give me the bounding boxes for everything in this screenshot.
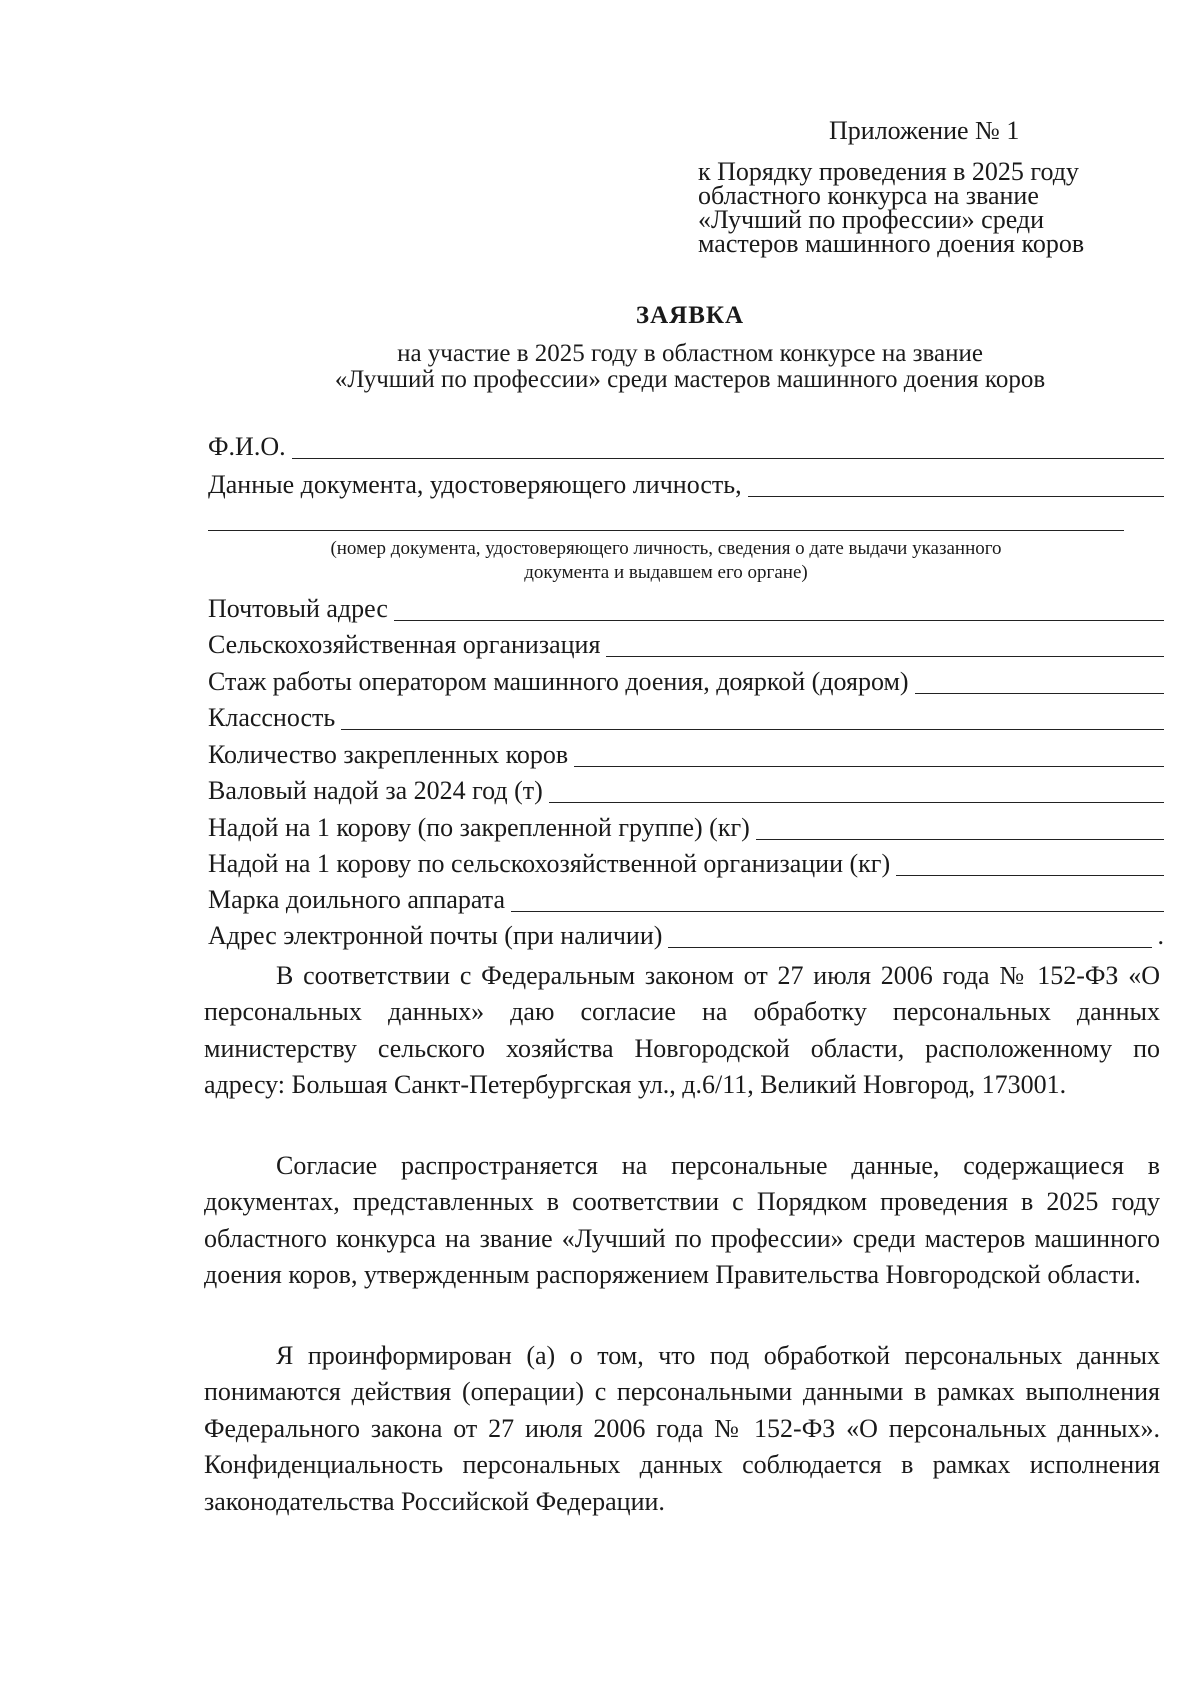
id-hint: документа и выдавшем его органе) xyxy=(524,562,808,583)
information-paragraph xyxy=(204,1338,1160,1520)
id-document-blank[interactable] xyxy=(748,472,1164,497)
gross-yield-label: Валовый надой за 2024 год (т) xyxy=(208,776,543,805)
document-subtitle: «Лучший по профессии» среди мастеров машинного доения коров xyxy=(334,366,1046,393)
yield-per-cow-org-label: Надой на 1 корову по сельскохозяйственной организации (кг) xyxy=(208,849,891,878)
yield-per-cow-group-label: Надой на 1 корову (по закрепленной группе) (кг) xyxy=(208,813,750,842)
fio-blank[interactable] xyxy=(292,434,1164,459)
yield-per-cow-group-field xyxy=(208,813,1164,843)
cows-assigned-label: Количество закрепленных коров xyxy=(208,740,569,769)
appendix-line: областного конкурса на звание xyxy=(698,181,1039,210)
milking-machine-label: Марка доильного аппарата xyxy=(208,885,505,914)
postal-address-label: Почтовый адрес xyxy=(208,594,388,623)
class-level-field xyxy=(208,703,1164,733)
milking-machine-blank[interactable] xyxy=(511,887,1164,912)
class-level-blank[interactable] xyxy=(341,705,1164,730)
fio-field xyxy=(208,432,1164,462)
email-label: Адрес электронной почты (при наличии) xyxy=(208,921,663,950)
id-document-label: Данные документа, удостоверяющего личность, xyxy=(208,470,742,499)
scope-paragraph xyxy=(204,1148,1160,1294)
postal-address-blank[interactable] xyxy=(394,596,1164,621)
experience-label: Стаж работы оператором машинного доения, дояркой (дояром) xyxy=(208,667,909,696)
id-hint: (номер документа, удостоверяющего личность, сведения о дате выдачи указанного xyxy=(330,538,1002,559)
agri-org-label: Сельскохозяйственная организация xyxy=(208,630,601,659)
id-document-field xyxy=(208,470,1164,500)
milking-machine-field xyxy=(208,885,1164,915)
agri-org-field xyxy=(208,630,1164,660)
class-level-label: Классность xyxy=(208,703,336,732)
id-document-blank-line[interactable] xyxy=(208,530,1124,531)
experience-field xyxy=(208,667,1164,697)
appendix-line: «Лучший по профессии» среди xyxy=(698,205,1045,234)
document-title: ЗАЯВКА xyxy=(635,302,745,329)
consent-text: В соответствии с Федеральным законом от 27 июля 2006 года № 152-ФЗ «О персональных данных» даю согласие на обработку персональных данных министерству сельского хозяйства Новгородской области, расположенному по адресу: Большая Санкт-Петербургская ул., д.6/11, Великий Новгород, 173001. xyxy=(204,961,1160,1100)
consent-paragraph xyxy=(204,958,1160,1104)
appendix-line: к Порядку проведения в 2025 году xyxy=(698,157,1079,186)
email-tail: . xyxy=(1157,921,1164,950)
email-field xyxy=(208,921,1164,951)
experience-blank[interactable] xyxy=(915,669,1164,694)
cows-assigned-field xyxy=(208,740,1164,770)
fio-label: Ф.И.О. xyxy=(208,432,286,461)
gross-yield-field xyxy=(208,776,1164,806)
cows-assigned-blank[interactable] xyxy=(574,742,1164,767)
appendix-line: мастеров машинного доения коров xyxy=(698,229,1085,258)
scope-text: Согласие распространяется на персональные данные, содержащиеся в документах, представленных в соответствии с Порядком проведения в 2025 году областного конкурса на звание «Лучший по профессии» среди мастеров машинного доения коров, утвержденным распоряжением Правительства Новгородской области. xyxy=(204,1151,1160,1290)
yield-per-cow-org-blank[interactable] xyxy=(896,851,1164,876)
information-text: Я проинформирован (а) о том, что под обработкой персональных данных понимаются действия (операции) с персональными данными в рамках выполнения Федерального закона от 27 июля 2006 года № 152-ФЗ «О персональных данных». Конфиденциальность персональных данных соблюдается в рамках исполнения законодательства Российской Федерации. xyxy=(204,1341,1160,1516)
yield-per-cow-group-blank[interactable] xyxy=(756,815,1164,840)
yield-per-cow-org-field xyxy=(208,849,1164,879)
document-subtitle: на участие в 2025 году в областном конкурсе на звание xyxy=(397,340,983,367)
appendix-number: Приложение № 1 xyxy=(829,116,1020,145)
email-blank[interactable] xyxy=(668,923,1151,948)
postal-address-field xyxy=(208,594,1164,624)
agri-org-blank[interactable] xyxy=(606,632,1164,657)
gross-yield-blank[interactable] xyxy=(549,778,1164,803)
